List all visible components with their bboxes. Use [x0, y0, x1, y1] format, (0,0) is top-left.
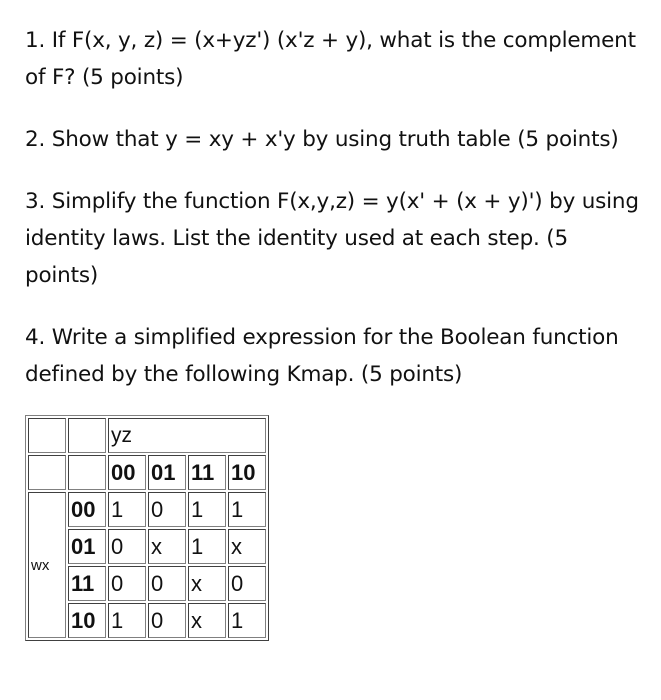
kmap-cell: 0 — [108, 529, 146, 564]
question-2: 2. Show that y = xy + x'y by using truth table (5 points) — [25, 127, 619, 152]
kmap-header-row — [28, 455, 266, 490]
kmap-container — [25, 415, 269, 641]
kmap-cell: x — [228, 529, 266, 564]
kmap-corner-cell — [68, 418, 106, 453]
document — [25, 22, 645, 418]
kmap-cell: 1 — [108, 492, 146, 527]
kmap-cell: x — [148, 529, 186, 564]
kmap-col-header: 11 — [188, 455, 226, 490]
kmap-cell: 1 — [188, 492, 226, 527]
kmap-row-header: 01 — [68, 529, 106, 564]
kmap-col-header: 10 — [228, 455, 266, 490]
kmap-row-header: 00 — [68, 492, 106, 527]
kmap-row-variable: wx — [28, 492, 66, 638]
kmap-cell: 1 — [228, 603, 266, 638]
kmap-cell: 1 — [188, 529, 226, 564]
kmap-cell: x — [188, 603, 226, 638]
kmap-cell: 0 — [148, 492, 186, 527]
kmap-corner-cell — [68, 455, 106, 490]
kmap-cell: 1 — [108, 603, 146, 638]
kmap-corner-cell — [28, 418, 66, 453]
kmap-row — [28, 492, 266, 527]
kmap-cell: 0 — [148, 566, 186, 601]
kmap-table — [25, 415, 269, 641]
kmap-cell: 0 — [228, 566, 266, 601]
kmap-row-header: 11 — [68, 566, 106, 601]
question-1: 1. If F(x, y, z) = (x+yz') (x'z + y), what is the complement of F? (5 points) — [25, 28, 636, 90]
kmap-col-header: 01 — [148, 455, 186, 490]
kmap-row-header: 10 — [68, 603, 106, 638]
question-3: 3. Simplify the function F(x,y,z) = y(x' + (x + y)') by using identity laws. List the identity used at each step. (5 points) — [25, 189, 639, 288]
kmap-cell: x — [188, 566, 226, 601]
kmap-cell: 0 — [108, 566, 146, 601]
kmap-cell: 0 — [148, 603, 186, 638]
kmap-corner-cell — [28, 455, 66, 490]
kmap-col-header: 00 — [108, 455, 146, 490]
kmap-col-variable: yz — [108, 418, 266, 453]
kmap-var-row — [28, 418, 266, 453]
question-4: 4. Write a simplified expression for the Boolean function defined by the following Kmap. (5 points) — [25, 325, 619, 387]
kmap-cell: 1 — [228, 492, 266, 527]
